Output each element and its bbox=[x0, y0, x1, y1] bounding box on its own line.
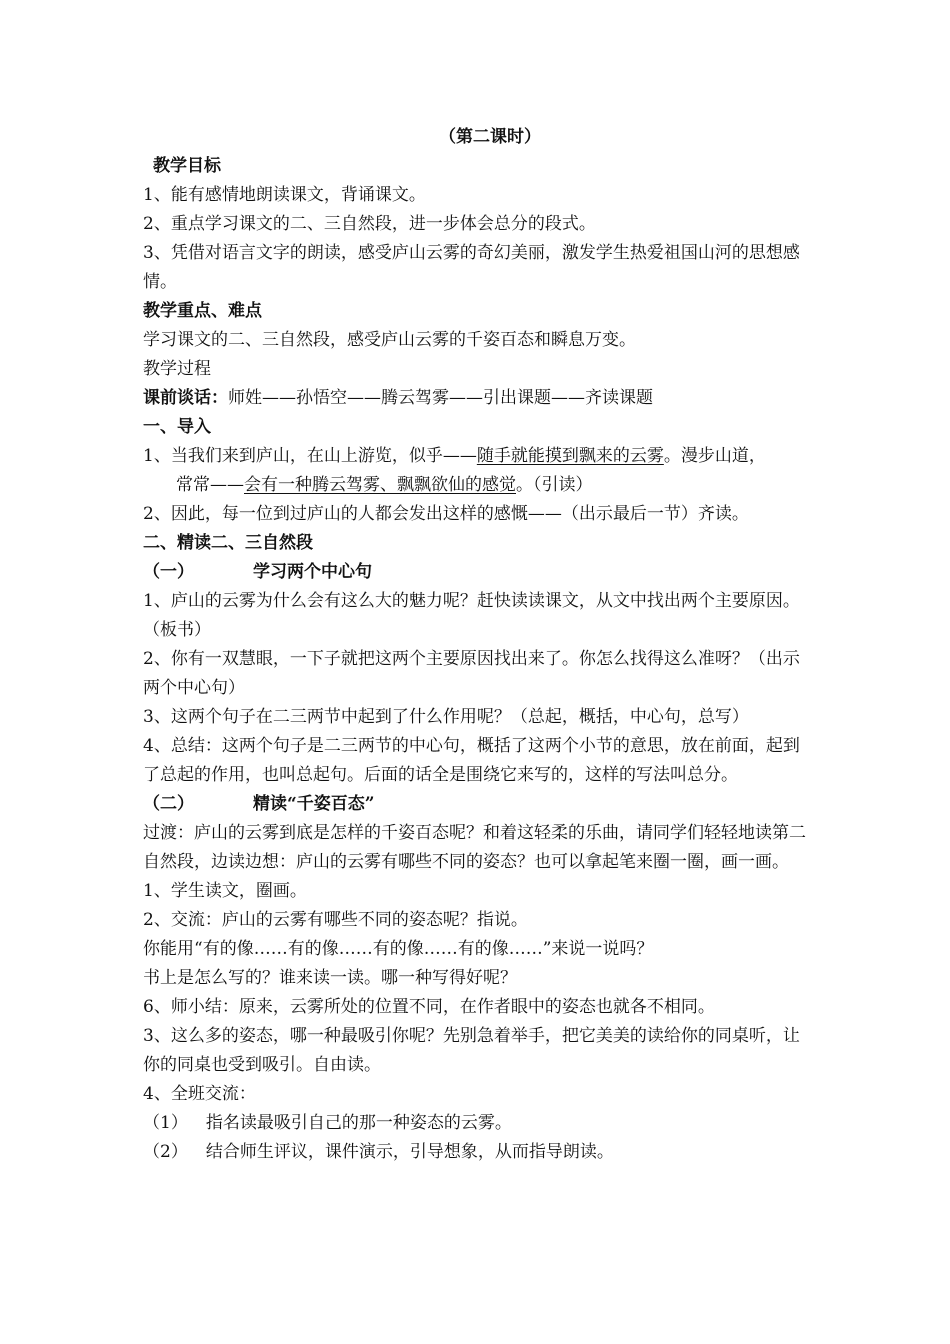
text-run: 。（引读） bbox=[516, 475, 593, 495]
goal-item: 3、凭借对语言文字的朗读，感受庐山云雾的奇幻美丽，激发学生热爱祖国山河的思想感情。 bbox=[143, 243, 800, 292]
sub-item-text: 结合师生评议，课件演示，引导想象，从而指导朗读。 bbox=[205, 1142, 614, 1162]
pre-talk-text: 师姓——孙悟空——腾云驾雾——引出课题——齐读课题 bbox=[228, 388, 653, 408]
section-2-heading: 二、精读二、三自然段 bbox=[143, 533, 313, 553]
underlined-text: 会有一种腾云驾雾、飘飘欲仙的感觉 bbox=[244, 475, 516, 495]
underlined-text: 随手就能摸到飘来的云雾 bbox=[476, 446, 664, 466]
sub-item-number: （2） bbox=[143, 1142, 188, 1162]
part-number: （二） bbox=[143, 794, 194, 814]
part-title: 精读“千姿百态” bbox=[253, 794, 375, 814]
pre-talk-label: 课前谈话： bbox=[143, 388, 228, 408]
part-1-heading bbox=[143, 558, 815, 587]
part-1-item: 2、你有一双慧眼，一下子就把这两个主要原因找出来了。你怎么找得这么准呀？（出示两个中心句） bbox=[143, 649, 800, 698]
sub-item-number: （1） bbox=[143, 1113, 188, 1133]
intro-paragraph-1 bbox=[143, 442, 815, 471]
goals-heading: 教学目标 bbox=[153, 156, 221, 176]
text-run: 常常—— bbox=[176, 475, 244, 495]
key-points-heading: 教学重点、难点 bbox=[143, 301, 262, 321]
goal-item: 2、重点学习课文的二、三自然段，进一步体会总分的段式。 bbox=[143, 214, 596, 234]
sub-item bbox=[143, 1109, 815, 1138]
part-2-intro: 过渡：庐山的云雾到底是怎样的千姿百态呢？和着这轻柔的乐曲，请同学们轻轻地读第二自然段，边读边想：庐山的云雾有哪些不同的姿态？也可以拿起笔来圈一圈，画一画。 bbox=[143, 823, 806, 872]
section-1-heading: 一、导入 bbox=[143, 417, 211, 437]
part-2-item: 你能用“有的像……有的像……有的像……有的像……”来说一说吗？ bbox=[143, 939, 654, 959]
sub-item-text: 指名读最吸引自己的那一种姿态的云雾。 bbox=[205, 1113, 512, 1133]
part-2-item: 2、交流：庐山的云雾有哪些不同的姿态呢？指说。 bbox=[143, 910, 528, 930]
part-1-item: 1、庐山的云雾为什么会有这么大的魅力呢？赶快读读课文，从文中找出两个主要原因。（板书） bbox=[143, 591, 800, 640]
part-title: 学习两个中心句 bbox=[253, 562, 372, 582]
part-2-item: 3、这么多的姿态，哪一种最吸引你呢？先别急着举手，把它美美的读给你的同桌听，让你的同桌也受到吸引。自由读。 bbox=[143, 1026, 800, 1075]
part-2-item: 1、学生读文，圈画。 bbox=[143, 881, 307, 901]
goal-item: 1、能有感情地朗读课文，背诵课文。 bbox=[143, 185, 426, 205]
part-2-heading bbox=[143, 790, 815, 819]
part-1-item: 4、总结：这两个句子是二三两节的中心句，概括了这两个小节的意思，放在前面，起到了总起的作用，也叫总起句。后面的话全是围绕它来写的，这样的写法叫总分。 bbox=[143, 736, 800, 785]
sub-item bbox=[143, 1138, 815, 1167]
part-2-item: 6、师小结：原来，云雾所处的位置不同，在作者眼中的姿态也就各不相同。 bbox=[143, 997, 715, 1017]
text-run: 。漫步山道， bbox=[663, 446, 766, 466]
part-2-item: 书上是怎么写的？谁来读一读。哪一种写得好呢？ bbox=[143, 968, 517, 988]
part-1-item: 3、这两个句子在二三两节中起到了什么作用呢？（总起，概括，中心句，总写） bbox=[143, 707, 749, 727]
key-points-text: 学习课文的二、三自然段，感受庐山云雾的千姿百态和瞬息万变。 bbox=[143, 330, 636, 350]
text-run: 1、当我们来到庐山，在山上游览，似乎—— bbox=[143, 446, 477, 466]
process-heading: 教学过程 bbox=[143, 359, 211, 379]
intro-paragraph-1-cont bbox=[143, 471, 815, 500]
part-number: （一） bbox=[143, 562, 194, 582]
document-body bbox=[143, 123, 815, 1167]
pre-talk bbox=[143, 384, 815, 413]
part-2-item: 4、全班交流： bbox=[143, 1084, 256, 1104]
lesson-title: （第二课时） bbox=[439, 127, 541, 147]
intro-paragraph-2: 2、因此，每一位到过庐山的人都会发出这样的感慨——（出示最后一节）齐读。 bbox=[143, 504, 749, 524]
